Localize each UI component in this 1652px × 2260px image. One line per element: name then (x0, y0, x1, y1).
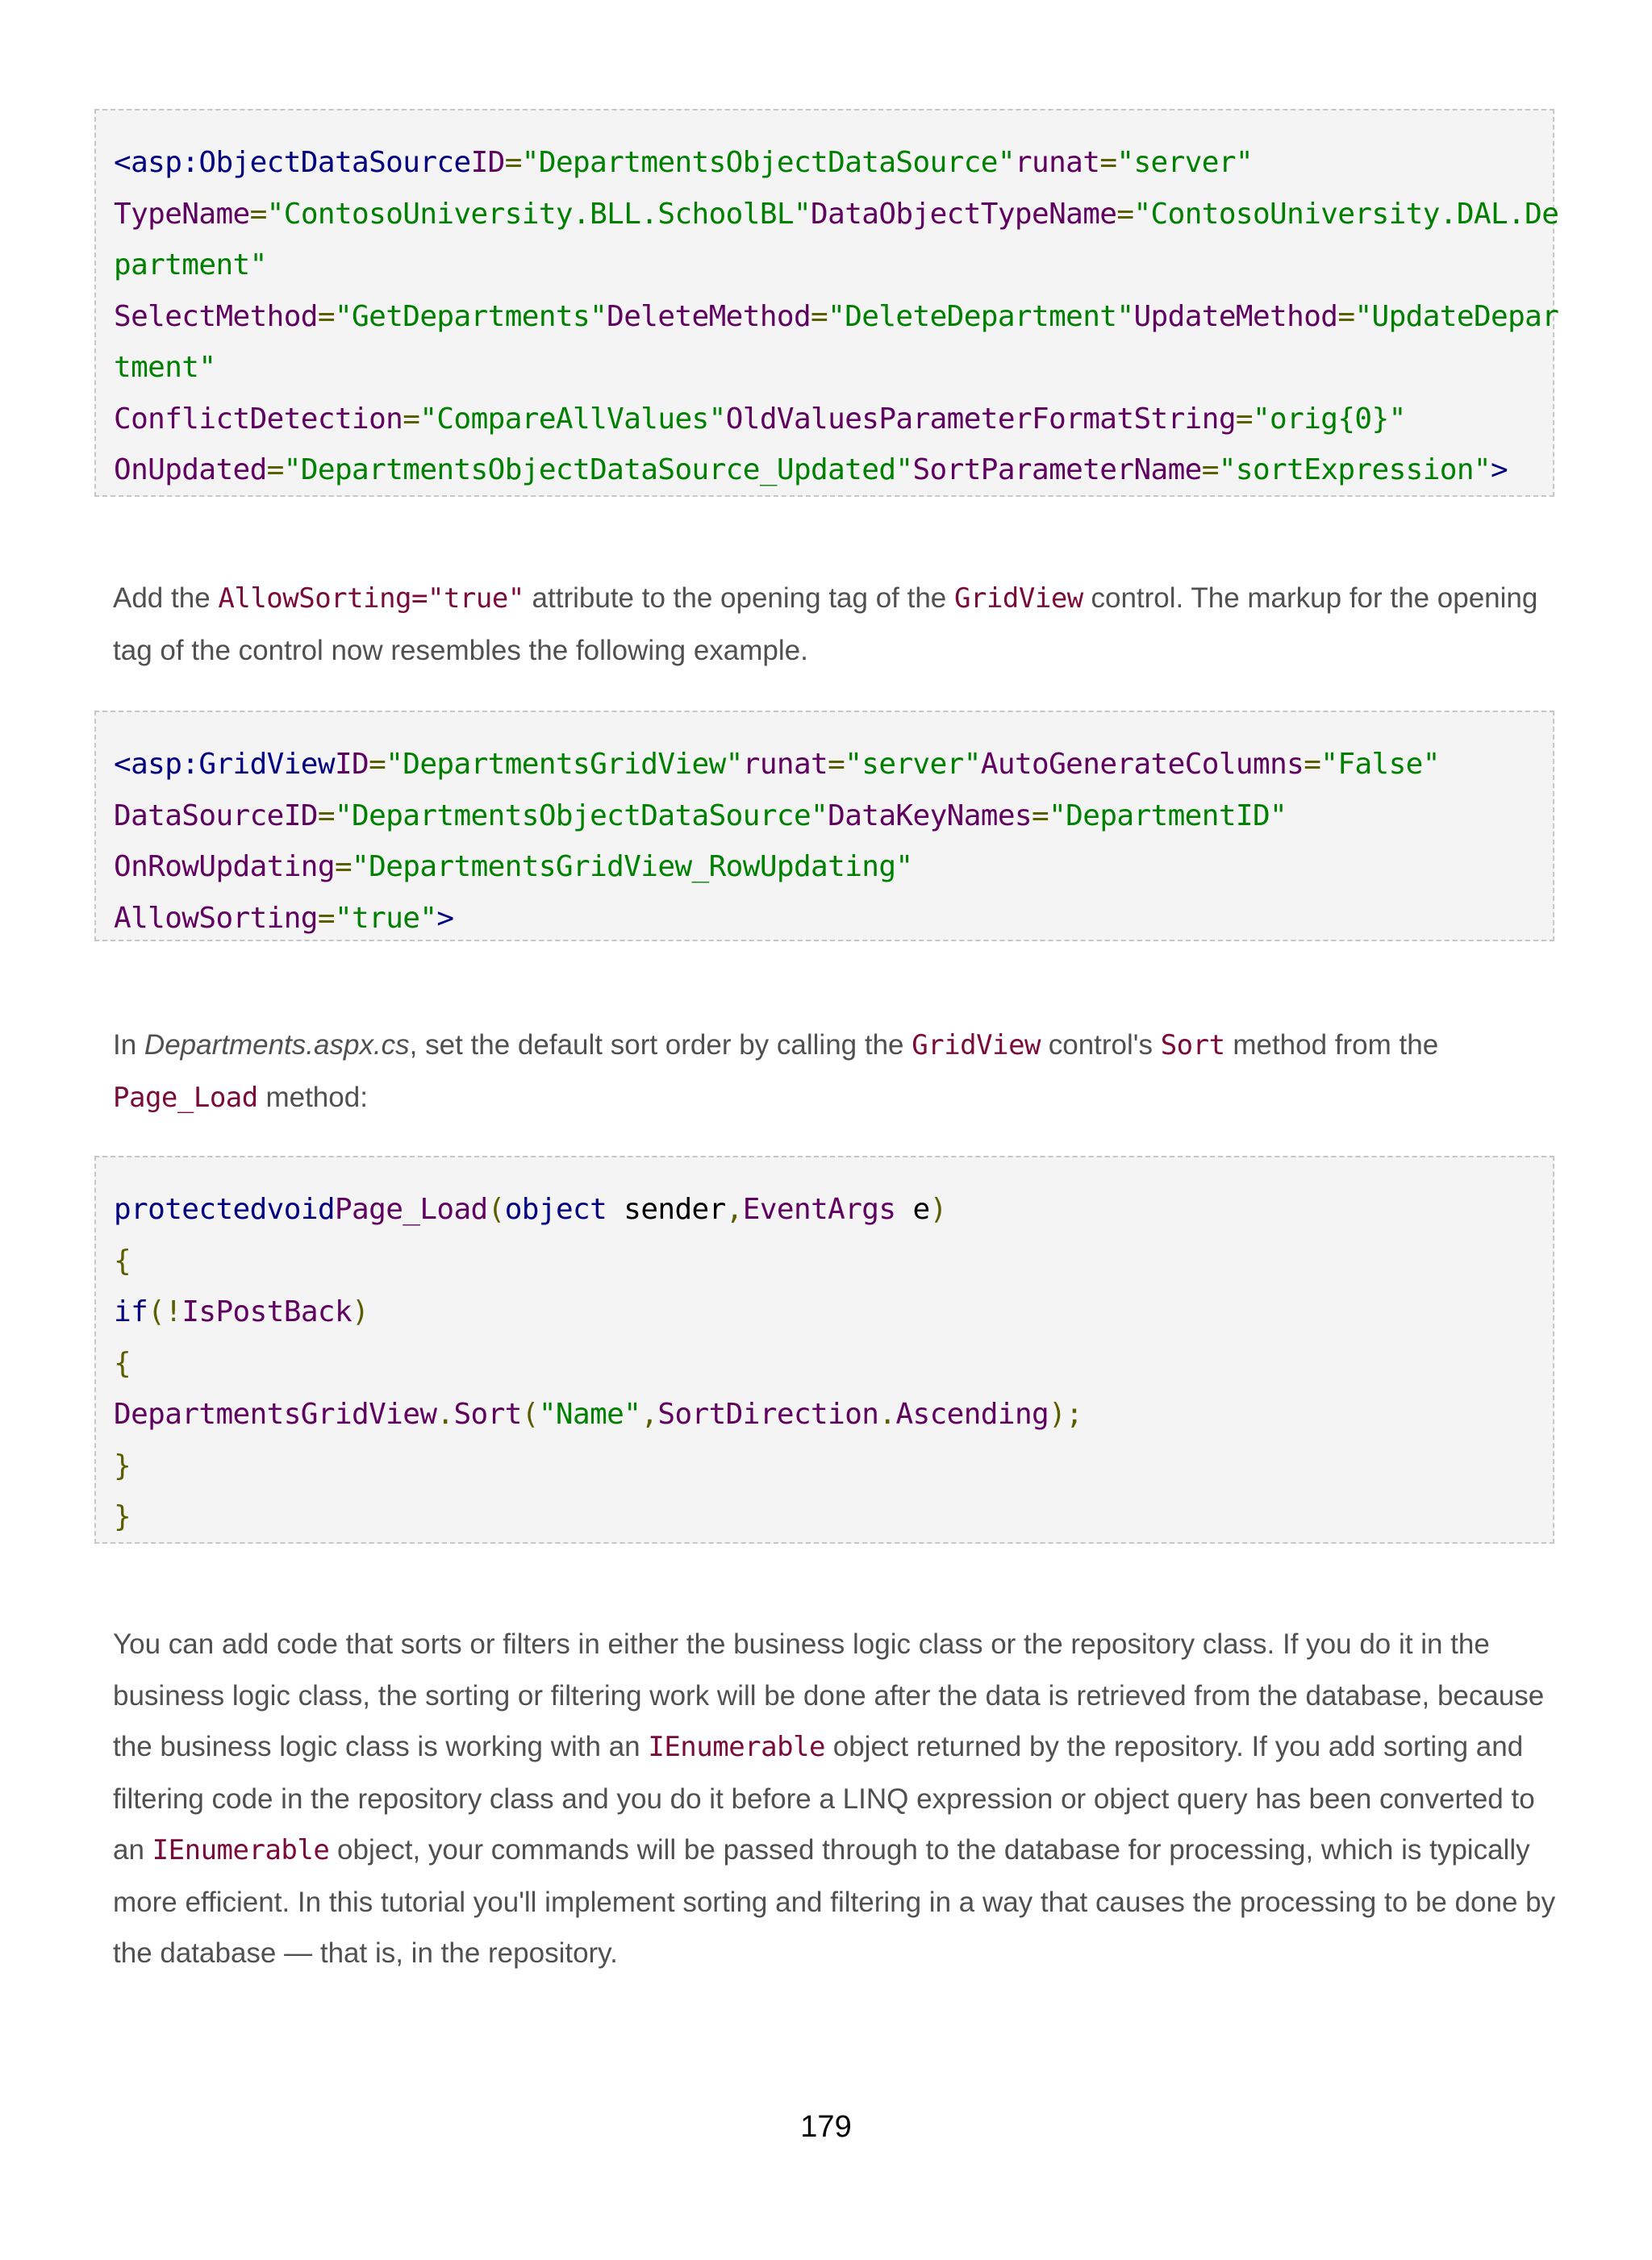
inline-code: GridView (954, 582, 1083, 615)
file-name: Departments.aspx.cs (144, 1029, 410, 1061)
code-token: ) (352, 1295, 369, 1328)
code-token: = (828, 748, 845, 781)
code-token: ); (1049, 1398, 1083, 1431)
code-line (114, 790, 1553, 842)
code-token: , (640, 1398, 658, 1431)
code-token: "DeleteDepartment" (828, 299, 1134, 333)
code-token: = (266, 453, 284, 486)
code-token: "DepartmentsObjectDataSource_Updated" (283, 453, 913, 486)
code-token: partment" (114, 248, 267, 281)
code-token: ID (334, 748, 369, 781)
inline-code: IEnumerable (648, 1731, 826, 1763)
code-token: ( (521, 1398, 539, 1431)
code-token: "DepartmentsObjectDataSource" (521, 146, 1015, 179)
code-token: } (114, 1449, 131, 1482)
code-line (114, 291, 1559, 343)
code-token: "DepartmentsObjectDataSource" (334, 799, 828, 832)
code-block-object-data-source (94, 109, 1559, 497)
paragraph-allow-sorting (113, 573, 1557, 676)
code-token: "UpdateDepar (1354, 299, 1559, 333)
inline-code: Page_Load (113, 1081, 258, 1114)
code-token: = (1201, 453, 1219, 486)
code-block-gridview (94, 711, 1554, 941)
code-token: "False" (1320, 748, 1440, 781)
code-token: <asp:ObjectDataSource (114, 146, 471, 179)
code-token: = (811, 299, 828, 333)
code-token: DataKeyNames (828, 799, 1032, 832)
code-token: "ContosoUniversity.DAL.De (1133, 197, 1559, 231)
code-token: DataObjectTypeName (811, 197, 1117, 231)
paragraph-text: control. The markup for the opening tag of the control now resembles the following example. (113, 582, 1538, 666)
paragraph-repository-note (113, 1619, 1557, 1979)
code-line (114, 841, 1553, 893)
code-token: TypeName (114, 197, 250, 231)
code-token: SortDirection (657, 1398, 879, 1431)
paragraph-text: attribute to the opening tag of the (524, 582, 954, 614)
code-token: SortParameterName (912, 453, 1202, 486)
code-token: = (1337, 299, 1355, 333)
code-token: = (334, 850, 353, 883)
code-token: = (403, 402, 420, 436)
code-token: "DepartmentsGridView_RowUpdating" (352, 850, 913, 883)
code-token: OldValuesParameterFormatString (725, 402, 1236, 436)
code-token: Page_Load (334, 1193, 488, 1226)
code-token: runat (742, 748, 828, 781)
code-token: ID (470, 146, 505, 179)
code-token: "Name" (538, 1398, 641, 1431)
code-token: { (114, 1346, 131, 1380)
paragraph-text: You can add code that sorts or filters in either the business logic class or the repository class. If you do it in the business logic class, the sorting or filtering work will be done after the data is retrieved from the database, because the business logic class is working with an (113, 1628, 1545, 1762)
code-line (114, 1389, 1553, 1441)
code-token: = (317, 901, 335, 935)
code-token: = (1116, 197, 1134, 231)
code-token: void (266, 1193, 335, 1226)
code-token: SelectMethod (114, 299, 318, 333)
paragraph-text: object, your commands will be passed through to the database for processing, which is typically more efficient. In this tutorial you'll implement sorting and filtering in a way that causes the processing to be done by the database — that is, in the repository. (113, 1834, 1556, 1969)
code-token: { (114, 1244, 131, 1278)
code-line (114, 1236, 1553, 1287)
code-token: } (114, 1500, 131, 1533)
code-line (114, 739, 1553, 790)
code-token: = (1235, 402, 1253, 436)
paragraph-default-sort (113, 1020, 1557, 1124)
code-token: tment" (114, 351, 216, 384)
code-token: "DepartmentID" (1049, 799, 1287, 832)
code-token: "true" (334, 901, 437, 935)
code-token: = (504, 146, 522, 179)
code-token: "CompareAllValues" (419, 402, 726, 436)
code-line (114, 137, 1553, 189)
code-token: = (317, 799, 335, 832)
code-token: = (317, 299, 335, 333)
code-token: OnUpdated (114, 453, 267, 486)
paragraph-text: object returned by the repository. If you add sorting and filtering code in the repository class and you do it before a LINQ expression or object query has been converted to an (113, 1731, 1535, 1866)
inline-code: AllowSorting="true" (218, 582, 524, 615)
code-line (114, 394, 1553, 445)
code-token: object (504, 1193, 607, 1226)
code-line (114, 1184, 1553, 1236)
code-token: , (725, 1193, 743, 1226)
inline-code: Sort (1160, 1029, 1225, 1061)
code-token: e (895, 1193, 930, 1226)
code-token: . (436, 1398, 454, 1431)
code-token: <asp:GridView (114, 748, 335, 781)
code-token: Sort (453, 1398, 522, 1431)
code-token: protected (114, 1193, 267, 1226)
code-token: sender (607, 1193, 726, 1226)
paragraph-text: control's (1041, 1029, 1161, 1061)
code-token: ) (929, 1193, 947, 1226)
code-token: DataSourceID (114, 799, 318, 832)
code-token: Ascending (895, 1398, 1049, 1431)
code-line (114, 1441, 1553, 1492)
code-line (114, 1491, 1553, 1543)
code-token: "orig{0}" (1252, 402, 1406, 436)
code-line (114, 240, 1553, 291)
code-line (114, 189, 1559, 240)
code-token: EventArgs (742, 1193, 896, 1226)
code-token: IsPostBack (181, 1295, 353, 1328)
paragraph-text: Add the (113, 582, 219, 614)
code-token: if (114, 1295, 148, 1328)
code-token: = (1304, 748, 1321, 781)
paragraph-text: method: (257, 1081, 368, 1113)
code-token: "server" (845, 748, 981, 781)
code-token: "ContosoUniversity.BLL.SchoolBL" (266, 197, 811, 231)
code-token: > (436, 901, 454, 935)
code-token: AllowSorting (114, 901, 318, 935)
code-token: UpdateMethod (1133, 299, 1338, 333)
code-token: "GetDepartments" (334, 299, 607, 333)
code-token: (! (148, 1295, 182, 1328)
inline-code: GridView (912, 1029, 1041, 1061)
code-token: = (249, 197, 267, 231)
code-token: ConflictDetection (114, 402, 403, 436)
code-token: = (1032, 799, 1049, 832)
page-number: 179 (800, 2110, 852, 2144)
code-token: = (1099, 146, 1117, 179)
code-block-page-load (94, 1156, 1554, 1544)
code-line (114, 1286, 1553, 1338)
code-token: AutoGenerateColumns (980, 748, 1304, 781)
code-token: DeleteMethod (607, 299, 811, 333)
paragraph-text: method from the (1224, 1029, 1439, 1061)
inline-code: IEnumerable (152, 1834, 330, 1866)
code-token: > (1491, 453, 1508, 486)
code-token: "sortExpression" (1218, 453, 1491, 486)
code-token: "server" (1116, 146, 1253, 179)
code-line (114, 893, 1553, 944)
code-line (114, 1338, 1553, 1390)
code-line (114, 444, 1553, 496)
code-token: DepartmentsGridView (114, 1398, 437, 1431)
paragraph-text: In (113, 1029, 144, 1061)
code-token: "DepartmentsGridView" (386, 748, 743, 781)
code-token: ( (487, 1193, 505, 1226)
code-token: . (878, 1398, 896, 1431)
paragraph-text: , set the default sort order by calling the (409, 1029, 912, 1061)
code-token: OnRowUpdating (114, 850, 335, 883)
code-token: runat (1014, 146, 1100, 179)
code-token: = (369, 748, 386, 781)
code-line (114, 342, 1553, 394)
